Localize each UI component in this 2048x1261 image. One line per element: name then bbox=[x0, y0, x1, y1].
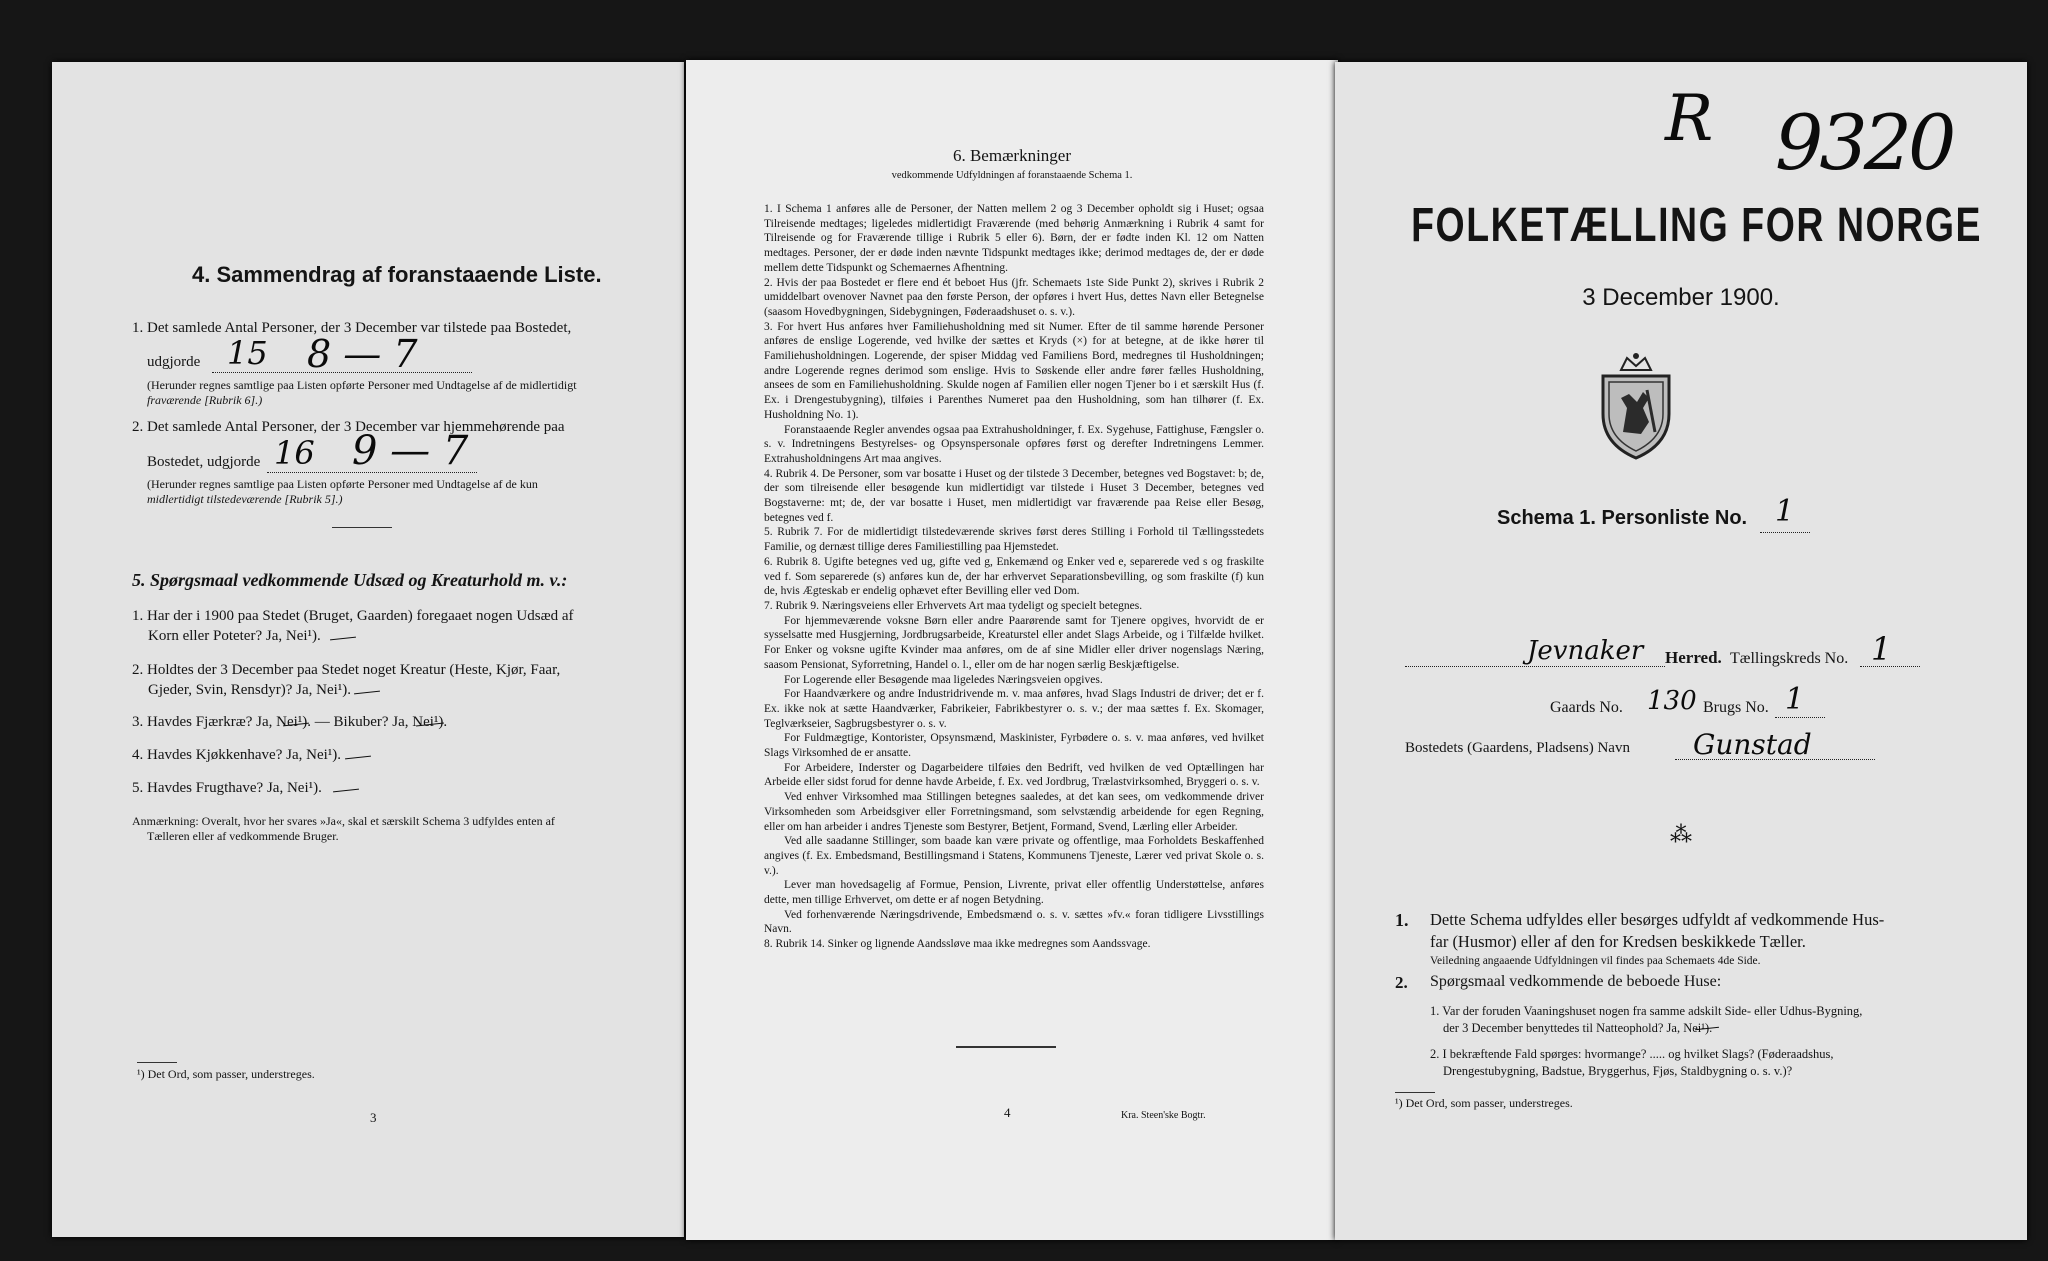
instr2-number: 2. bbox=[1395, 973, 1408, 992]
remark-paragraph: 8. Rubrik 14. Sinker og lignende Aandssløve maa ikke medregnes som Aandssvage. bbox=[764, 938, 1151, 951]
q2-split: 9 — 7 bbox=[352, 428, 469, 474]
q2-note1: (Herunder regnes samtlige paa Listen opførte Personer med Undtagelse af de kun bbox=[147, 477, 538, 491]
brugs-value: 1 bbox=[1785, 682, 1805, 717]
footnote-rule bbox=[137, 1062, 177, 1063]
s5-q2b: Gjeder, Svin, Rensdyr)? Ja, Nei¹). bbox=[148, 682, 352, 698]
footnote: ¹) Det Ord, som passer, understreges. bbox=[1395, 1096, 1573, 1110]
printer-credit: Kra. Steen'ske Bogtr. bbox=[1121, 1110, 1206, 1121]
footnote: ¹) Det Ord, som passer, understreges. bbox=[137, 1067, 315, 1081]
remark-paragraph: For hjemmeværende voksne Børn eller andre Paarørende samt for Tjenere opgives, hvorvidt de er sysselsatte med Husgjerning, Jordbrugsarbeide, Kreaturstel eller andet Slags Arbeide, og i Tilfælde hvilket. For Enker og voksne ugifte Kvinder maa anføres, om de af sine Midler eller driver nogenslags Næring, saasom Pensionat, Syforretning, Handel o. l., eller om de har nogen særlig Beskjæftigelse. bbox=[764, 614, 1264, 671]
s5-q2a: 2. Holdtes der 3 December paa Stedet noget Kreatur (Heste, Kjør, Faar, bbox=[132, 662, 561, 678]
remark-paragraph: Ved forhenværende Næringsdrivende, Embedsmænd o. s. v. sættes »fv.« foran tidligere Livsstillings Navn. bbox=[764, 908, 1264, 936]
annotation-line1: Anmærkning: Overalt, hvor her svares »Ja«, skal et særskilt Schema 3 udfyldes enten af bbox=[132, 814, 555, 828]
q1-split: 8 — 7 bbox=[307, 332, 418, 376]
section4-title: 4. Sammendrag af foranstaaende Liste. bbox=[192, 262, 602, 287]
hand-mark-r: R bbox=[1665, 82, 1714, 156]
document-title: FOLKETÆLLING FOR NORGE bbox=[1411, 199, 1983, 252]
strike-mark bbox=[354, 691, 380, 695]
remark-paragraph: Foranstaaende Regler anvendes ogsaa paa Extrahusholdninger, f. Ex. Sygehuse, Fattighuse, Fængsler o. s. v. Indretningens Bestyrelses- og Opsynspersonale opføres først og derefter Indretningens Lemmer. Extrahusholdningens Art maa angives. bbox=[764, 423, 1264, 465]
remark-paragraph: Ved alle saadanne Stillinger, som baade kan være private og offentlige, maa Forholdets Beskaffenhed angives (f. Ex. Embedsmand, Bestillingsmand i Statens, Kommunens Tjeneste, Lærer ved privat Skole o. s. v.). bbox=[764, 835, 1264, 877]
annotation-line2: Tælleren eller af vedkommende Bruger. bbox=[147, 829, 339, 843]
remark-paragraph: 4. Rubrik 4. De Personer, som var bosatte i Huset og der tilstede 3 December, betegnes ved Bogstavet: b; de, der som tilreisende eller besøgende kun midlertidigt var tilstede i Huset 3 December, betegnes ved Bogstaverne: mt; de, der var bosatte i Huset, men midlertidigt var fraværende paa Reise eller Besøg, betegnes ved f. bbox=[764, 467, 1264, 524]
middle-page bbox=[686, 60, 1338, 1240]
remark-paragraph: For Fuldmægtige, Kontorister, Opsynsmænd, Maskinister, Fyrbødere o. s. v. maa anføres, ved hvilket Slags Virksomhed de er ansatte. bbox=[764, 732, 1264, 760]
kreds-value: 1 bbox=[1871, 630, 1892, 668]
q2-line1: 2. Det samlede Antal Personer, der 3 December var hjemmehørende paa bbox=[132, 419, 565, 435]
herred-label: Herred. bbox=[1665, 648, 1722, 667]
page-number: 4 bbox=[1004, 1105, 1011, 1120]
left-page bbox=[52, 62, 684, 1237]
s5-q1b: Korn eller Poteter? Ja, Nei¹). bbox=[148, 628, 321, 644]
instr2-q1b: der 3 December benyttedes til Natteophold? Ja, Nei¹). bbox=[1443, 1021, 1713, 1035]
footnote-rule bbox=[1395, 1092, 1435, 1093]
remark-paragraph: 2. Hvis der paa Bostedet er flere end ét beboet Hus (jfr. Schemaets 1ste Side Punkt 2), skrives i Rubrik 2 umiddelbart ovenover Navnet paa den første Person, der opføres i hvert Hus, dettes Navn eller Betegnelse (saasom Hovedbygningen, Sidebygningen, Føderaadshuset o. s. v.). bbox=[764, 276, 1264, 318]
q1-note2: fraværende [Rubrik 6].) bbox=[147, 393, 263, 407]
q2-label: Bostedet, udgjorde bbox=[147, 454, 261, 470]
remarks-body bbox=[764, 202, 1264, 952]
brugs-dotline bbox=[1775, 717, 1825, 718]
instr1-line-a: Dette Schema udfyldes eller besørges udfyldt af vedkommende Hus- bbox=[1430, 910, 1885, 929]
schema-number: 1 bbox=[1775, 494, 1795, 529]
remark-paragraph: For Logerende eller Besøgende maa ligeledes Næringsveien opgives. bbox=[784, 673, 1103, 686]
instr2-q2b: Drengestubygning, Badstue, Bryggerhus, Fjøs, Staldbygning o. s. v.)? bbox=[1443, 1064, 1793, 1078]
brugs-label: Brugs No. bbox=[1703, 699, 1769, 716]
remarks-title: 6. Bemærkninger bbox=[952, 146, 1072, 165]
strike-mark bbox=[345, 756, 371, 760]
census-date: 3 December 1900. bbox=[1582, 284, 1780, 311]
s5-q3: 3. Havdes Fjærkræ? Ja, Nei¹). — Bikuber? Ja, Nei¹). bbox=[132, 714, 448, 730]
remark-paragraph: 1. I Schema 1 anføres alle de Personer, der Natten mellem 2 og 3 December opholdt sig i Huset; ogsaa Tilreisende medtages; ligeledes midlertidigt Fraværende (med behørig Anmærkning i Rubrik 4 samt for Tilreisende og for Fraværende tillige i Rubrik 5 eller 6). Børn, der er fødte inden Kl. 12 om Natten medtages. Personer, der er døde inden nævnte Tidspunkt medtages ikke; derimod medtages de, der er døde mellem dette Tidspunkt og Schemaernes Afhentning. bbox=[764, 203, 1264, 274]
q1-dotline bbox=[212, 372, 472, 373]
s5-q5: 5. Havdes Frugthave? Ja, Nei¹). bbox=[132, 780, 322, 796]
instr2-text: Spørgsmaal vedkommende de beboede Huse: bbox=[1430, 973, 1722, 990]
kreds-dotline bbox=[1860, 666, 1920, 667]
remark-paragraph: Lever man hovedsagelig af Formue, Pension, Livrente, privat eller offentlig Understøttelse, anføres dette, men tillige Erhvervet, om dette er af nogen Betydning. bbox=[764, 879, 1264, 907]
q1-note1: (Herunder regnes samtlige paa Listen opførte Personer med Undtagelse af de midlertidigt bbox=[147, 378, 577, 392]
instr2-q1a: 1. Var der foruden Vaaningshuset nogen fra samme adskilt Side- eller Udhus-Bygning, bbox=[1430, 1004, 1863, 1018]
bosted-dotline bbox=[1675, 759, 1875, 760]
page-number: 3 bbox=[370, 1110, 377, 1125]
q2-dotline bbox=[267, 472, 477, 473]
instr2-q2a: 2. I bekræftende Fald spørges: hvormange? ..... og hvilket Slags? (Føderaadshus, bbox=[1430, 1047, 1834, 1061]
gaards-label: Gaards No. bbox=[1550, 699, 1623, 716]
q2-note2: midlertidigt tilstedeværende [Rubrik 5].) bbox=[147, 492, 343, 506]
remark-paragraph: For Arbeidere, Inderster og Dagarbeidere tilføies den Bedrift, ved hvilken de ved Optællingen har Arbeide eller sidst forud for denne havde Arbeide, f. Ex. ved Jordbrug, Trælastvirksomhed, Bryggeri o. s. v. bbox=[764, 761, 1264, 789]
strike-mark bbox=[330, 637, 356, 641]
bosted-label: Bostedets (Gaardens, Pladsens) Navn bbox=[1405, 740, 1630, 756]
remark-paragraph: 3. For hvert Hus anføres hver Familiehusholdning med sit Numer. Efter de til samme hørende Personer anføres de enslige Logerende, ved hvilke der sættes et Kryds (×) for at betegne, at de ikke hører til Familiehusholdningen. Logerende, der spiser Middag ved Familiens Bord, medregnes til Husholdningen; andre Logerende regnes derimod som enslige. Hvis to Søskende eller andre fører fælles Husholdning, ansees de som en Familiehusholdning. Skulde nogen af Familien eller nogen Tjener bo i et særskilt Hus (f. Ex. i Drengestubygning), tilføies i Parenthes Numeret paa den Husholdning, som han tilhører (f. Ex. Husholdning No. 1). bbox=[764, 320, 1264, 421]
remark-paragraph: 7. Rubrik 9. Næringsveiens eller Erhvervets Art maa tydeligt og specielt betegnes. bbox=[764, 599, 1143, 612]
herred-dotline bbox=[1405, 666, 1665, 667]
ornament: ⁂ bbox=[1670, 822, 1692, 847]
strike-mark bbox=[333, 789, 359, 793]
q2-total: 16 bbox=[274, 434, 315, 472]
divider bbox=[332, 527, 392, 528]
s5-q4: 4. Havdes Kjøkkenhave? Ja, Nei¹). bbox=[132, 747, 342, 763]
remark-paragraph: 5. Rubrik 7. For de midlertidigt tilstedeværende skrives først deres Stilling i Forhold til Tællingsstedets Familie, og dernæst tillige deres Familiestilling paa Hjemstedet. bbox=[764, 526, 1264, 554]
instr1-number: 1. bbox=[1395, 910, 1409, 930]
q1-label: udgjorde bbox=[147, 354, 201, 370]
q1-total: 15 bbox=[227, 334, 268, 372]
s5-q1a: 1. Har der i 1900 paa Stedet (Bruget, Gaarden) foregaaet nogen Udsæd af bbox=[132, 608, 574, 624]
bosted-value: Gunstad bbox=[1693, 728, 1812, 761]
schema-label: Schema 1. Personliste No. bbox=[1497, 507, 1748, 529]
remark-paragraph: 6. Rubrik 8. Ugifte betegnes ved ug, gifte ved g, Enkemænd og Enker ved e, separerede ved s og fraskilte ved f. Som separerede (s) anføres kun de, der har erhvervet Separationsbevilling, og som fraskilte (f) kun de, hvis Ægteskab er endelig ophævet efter Bevilling eller ved Dom. bbox=[764, 555, 1264, 598]
q1-line1: 1. Det samlede Antal Personer, der 3 December var tilstede paa Bostedet, bbox=[132, 320, 572, 336]
remark-paragraph: Ved enhver Virksomhed maa Stillingen betegnes saaledes, at det kan sees, om vedkommende driver Virksomheden som Arbeidsgiver eller Forretningsmand, som selvstændig arbeidende for egen Regning, eller om han arbeider i andres Tjeneste som Bestyrer, Betjent, Formand, Svend, Lærling eller Arbeider. bbox=[764, 791, 1264, 833]
hand-archive-number: 9320 bbox=[1775, 98, 1953, 187]
section5-title: 5. Spørgsmaal vedkommende Udsæd og Kreaturhold m. v.: bbox=[132, 570, 568, 590]
instr1-line-b: far (Husmor) eller af den for Kredsen beskikkede Tæller. bbox=[1430, 932, 1806, 951]
gaards-value: 130 bbox=[1647, 686, 1697, 716]
herred-value: Jevnaker bbox=[1527, 636, 1644, 666]
instr1-line-c: Veiledning angaaende Udfyldningen vil findes paa Schemaets 4de Side. bbox=[1430, 955, 1761, 967]
remark-paragraph: For Haandværkere og andre Industridrivende m. v. maa anføres, hvad Slags Industri de driver; det er f. Ex. ikke nok at sætte Haandværker, Fabrikeier, Fabrikbestyrer o. s. v.; der maa sættes f. Ex. Skomager, Teglværkseier, Sagbrugsbestyrer o. s. v. bbox=[764, 688, 1264, 730]
divider bbox=[956, 1046, 1056, 1048]
schema-dotline bbox=[1760, 532, 1810, 533]
coat-of-arms-icon bbox=[1593, 352, 1679, 462]
right-page bbox=[1335, 62, 2027, 1240]
kreds-label: Tællingskreds No. bbox=[1730, 650, 1849, 667]
remarks-subtitle: vedkommende Udfyldningen af foranstaaende Schema 1. bbox=[891, 170, 1133, 181]
